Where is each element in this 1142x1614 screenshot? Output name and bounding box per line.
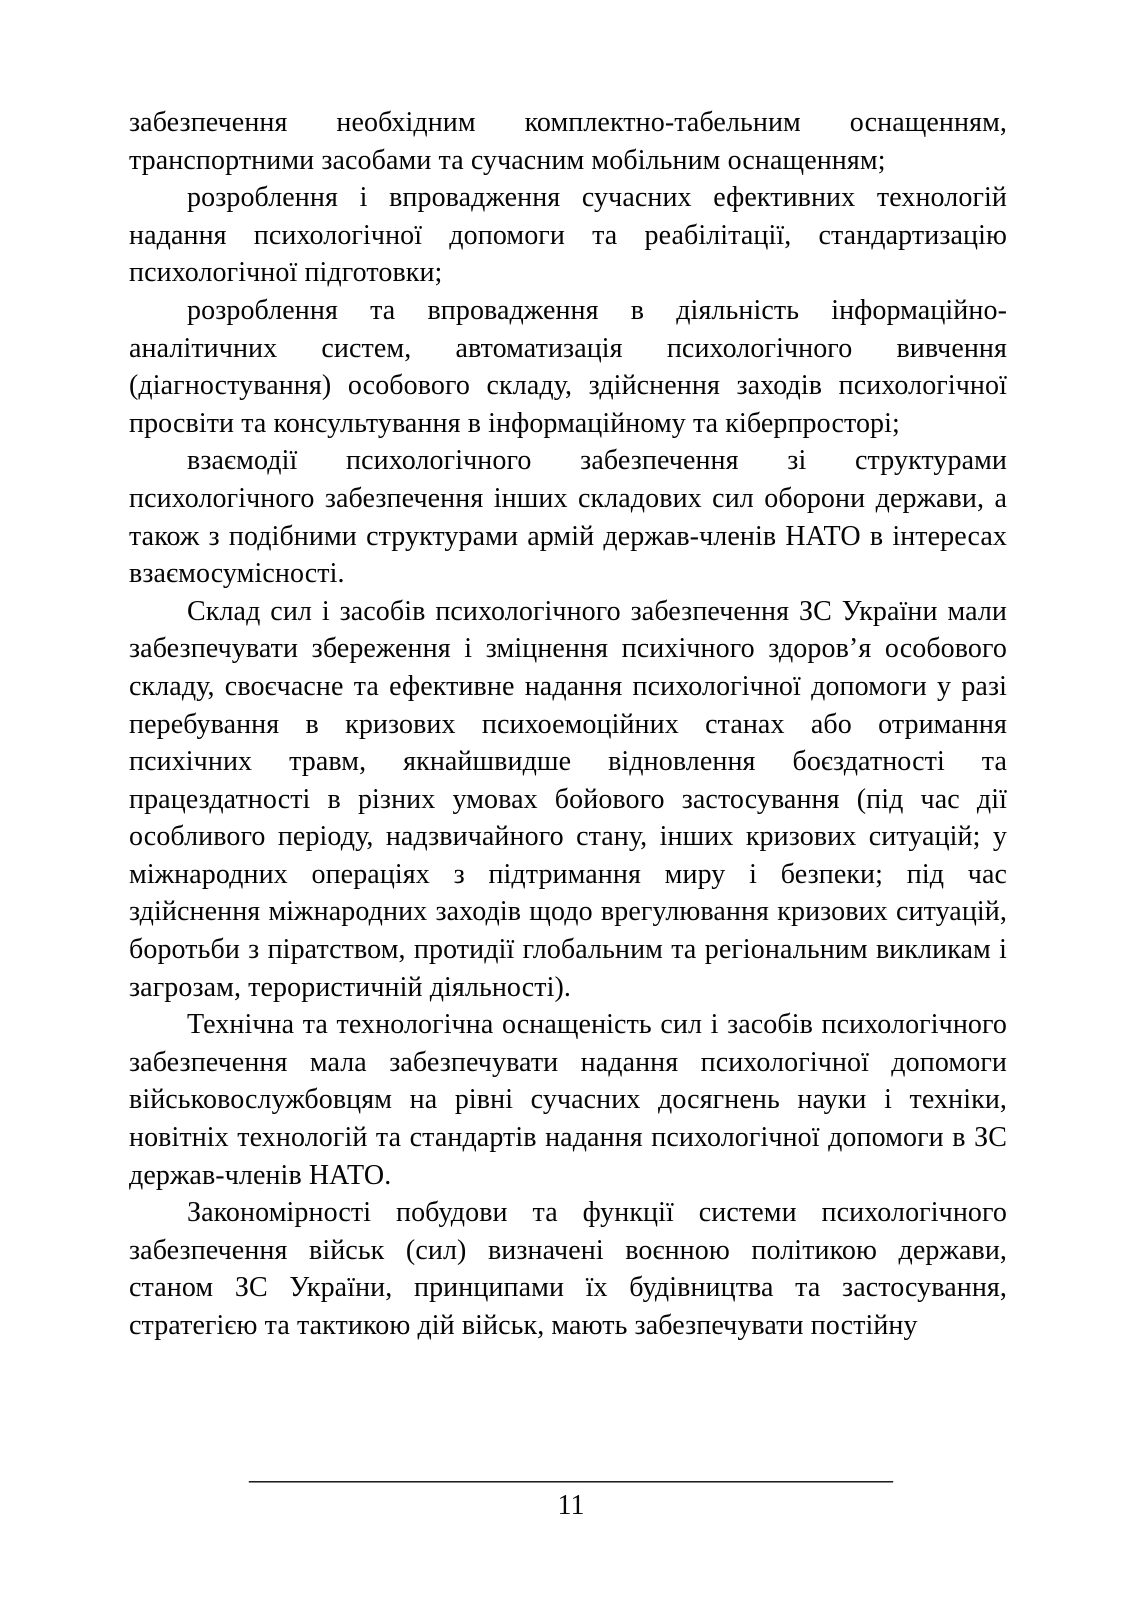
paragraph: Закономірності побудови та функції системи психологічного забезпечення військ (сил) визначені воєнною політикою держави, станом ЗС України, принципами їх будівництва та застосування, стратегією та тактикою дій військ, мають забезпечувати постійну [129,1197,1007,1341]
paragraph: розроблення і впровадження сучасних ефективних технологій надання психологічної допомоги та реабілітації, стандартизацію психологічної підготовки; [129,182,1007,289]
paragraph: розроблення та впровадження в діяльність інформаційно-аналітичних систем, автоматизація психологічного вивчення (діагностування) особового складу, здійснення заходів психологічної просвіти та консультування в інформаційному та кіберпросторі; [129,294,1007,439]
paragraph: взаємодії психологічного забезпечення зі структурами психологічного забезпечення інших складових сил оборони держави, а також з подібними структурами армій держав-членів НАТО в інтересах взаємосумісності. [129,445,1007,590]
paragraph: Склад сил і засобів психологічного забезпечення ЗС України мали забезпечувати збереження і зміцнення психічного здоров’я особового складу, своєчасне та ефективне надання психологічної допомоги у разі перебування в кризових психоемоційних станах або отримання психічних травм, якнайшвидше відновлення боєздатності та працездатності в різних умовах бойового застосування (під час дії особливого періоду, надзвичайного стану, інших кризових ситуацій; у міжнародних операціях з підтримання миру і безпеки; під час здійснення міжнародних заходів щодо врегулювання кризових ситуацій, боротьби з піратством, протидії глобальним та регіональним викликам і загрозам, терористичній діяльності). [129,595,1007,1003]
page-footer [0,1456,1142,1524]
page-number: 11 [557,1490,585,1521]
paragraph: забезпечення необхідним комплектно-табельним оснащенням, транспортними засобами та сучасним мобільним оснащенням; [129,107,1007,176]
paragraph: Технічна та технологічна оснащеність сил і засобів психологічного забезпечення мала забезпечувати надання психологічної допомоги військовослужбовцям на рівні сучасних досягнень науки і техніки, новітніх технологій та стандартів надання психологічної допомоги в ЗС держав-членів НАТО. [129,1009,1007,1191]
text-block [129,104,1007,1345]
footer-rule: ______________________________________________ [249,1455,893,1486]
